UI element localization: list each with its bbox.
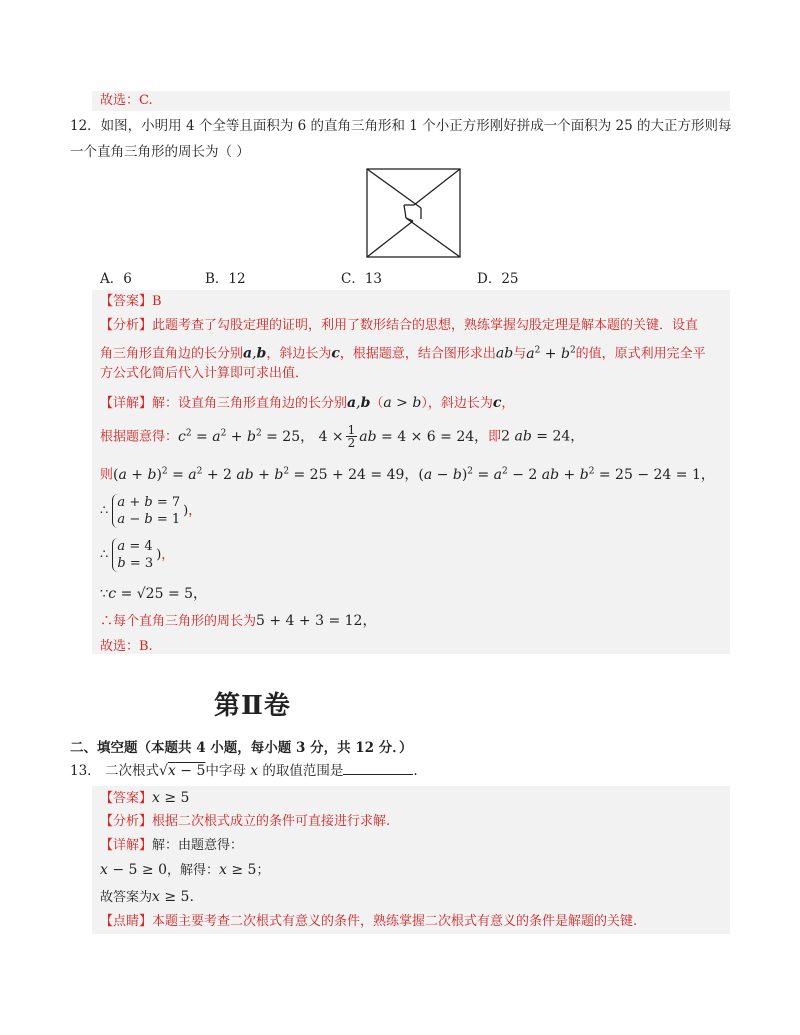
q13-conclusion-text: 故答案为	[100, 890, 153, 905]
q12-step-3	[100, 461, 715, 486]
therefore-symbol-2: ∴	[100, 547, 109, 563]
step2-label: 根据题意得：	[100, 429, 179, 445]
step3-label: 则	[100, 467, 114, 483]
eq-sum-diff: $(a + b)^2 = a^2 + 2$ ab + $b^2 = 25 + 24 = 49$，$(a - b)^2 = a^2 - 2$ ab + $b^2 = 25 - 24 = 1$，	[113, 466, 715, 483]
system-1: a + b = 7 a − b = 1	[112, 494, 183, 528]
q13-stem-a: 13． 二次根式	[70, 763, 159, 779]
q12-option-d: D．25	[477, 271, 519, 287]
analysis-text-2c: ，根据题意，结合图形求出	[339, 346, 496, 362]
q12-line1: 12．如图，小明用 4 个全等且面积为 6 的直角三角形和 1 个小正方形刚好拼成一个面积为 25 的大正方形则每	[70, 118, 732, 134]
eq-perimeter: 5 + 4 + 3 = 12，	[256, 613, 377, 629]
q13-detail-label: 【详解】	[100, 838, 153, 853]
section-heading: 二、填空题（本题共 4 小题，每小题 3 分，共 12 分．）	[70, 740, 413, 756]
q13-detail-text: 解：由题意得：	[152, 838, 244, 853]
q13-answer-value: x ≥ 5	[152, 790, 190, 806]
step7-text: ∴每个直角三角形的周长为	[100, 614, 257, 629]
prev-answer-box	[92, 91, 730, 111]
step2-tail: 即	[488, 429, 502, 445]
part-title: 第Ⅱ卷	[214, 691, 291, 721]
q13-answer	[100, 788, 189, 809]
therefore-symbol: ∴	[100, 503, 109, 519]
eq-c-squared: $c^2 = a^2 + b^2 = 25$， 4 × $\frac{1}{2}$ ab = 4 × 6 = 24，	[178, 423, 489, 451]
ineq-x-ge-5: x ≥ 5	[219, 862, 257, 878]
pinwheel-square-figure	[366, 168, 462, 258]
q13-comment: 【点睛】本题主要考查二次根式有意义的条件，熟练掌握二次根式有意义的条件是解题的关键.	[100, 914, 638, 929]
analysis-text-2b: ，斜边长为	[266, 346, 332, 362]
expr-ab: ab	[495, 345, 514, 362]
detail-label: 【详解】	[100, 396, 153, 411]
q12-analysis-2	[100, 340, 706, 365]
q13-stem-c: 的取值范围是	[262, 763, 344, 779]
analysis-text-2d: 与	[513, 346, 527, 362]
q12-analysis-1	[100, 316, 698, 336]
expr-a2b2: $a^2 + b^2$	[526, 345, 576, 362]
q12-option-c: C．13	[341, 271, 383, 287]
eq-c-root: c = √25 = 5，	[108, 586, 208, 602]
prev-answer: 故选：C.	[100, 93, 153, 108]
q13-detail	[100, 836, 243, 856]
q12-step-2	[100, 423, 584, 449]
detail-text-1a: 解：设直角三角形直角边的长分别	[152, 396, 348, 411]
var-c-2: c	[492, 395, 502, 411]
eq-2ab: 2 ab = 24，	[501, 428, 585, 445]
analysis-text-2e: 的值，原式利用完全平	[575, 346, 706, 362]
q12-answer: 【答案】B	[100, 294, 162, 309]
q12-option-a: A．6	[100, 271, 132, 287]
ineq-a-gt-b: a > b	[383, 395, 422, 411]
q12-option-b: B．12	[205, 271, 246, 287]
q12-detail-1: 【详解】解：设直角三角形直角边的长分别a,b（a > b），斜边长为c，	[100, 395, 515, 411]
var-ab-2: a,b	[347, 395, 371, 411]
analysis-label: 【分析】	[100, 318, 153, 333]
radical-expr: √x − 5	[158, 763, 206, 779]
q12-line2: 一个直角三角形的周长为（ ）	[70, 144, 250, 160]
q12-step-5: ∴ a = 4 b = 3)，	[100, 539, 175, 571]
analysis-text-2a: 角三角形直角边的长分别	[100, 346, 244, 362]
analysis-text-1: 此题考查了勾股定理的证明，利用了数形结合的思想，熟练掌握勾股定理是解本题的关键．设直	[152, 318, 699, 333]
var-x: x	[250, 763, 259, 779]
q12-step-4: ∴ a + b = 7 a − b = 1)，	[100, 495, 202, 527]
q13-analysis: 【分析】根据二次根式成立的条件可直接进行求解.	[100, 814, 391, 829]
because-symbol: ∵	[100, 587, 109, 602]
q13-answer-label: 【答案】	[100, 791, 153, 806]
ineq-x-minus-5: x − 5 ≥ 0	[100, 862, 167, 878]
q13-conclusion-value: x ≥ 5.	[152, 889, 194, 905]
q12-step-7	[100, 611, 376, 632]
system-2: a = 4 b = 3	[112, 538, 156, 572]
var-ab: a,b	[243, 345, 267, 362]
q12-analysis-3: 方公式化简后代入计算即可求出值．	[100, 366, 309, 381]
answer-blank	[343, 762, 413, 775]
q13-solve-label: ，解得：	[166, 863, 219, 878]
q12-conclusion: 故选：B.	[100, 639, 153, 654]
var-c: c	[331, 345, 340, 362]
q13-solve: x − 5 ≥ 0，解得：x ≥ 5；	[100, 862, 270, 878]
q13-stem-b: 中字母	[205, 763, 246, 779]
detail-text-1b: ，斜边长为	[427, 396, 493, 411]
q13-conclusion	[100, 887, 194, 908]
q12-step-6	[100, 584, 207, 605]
q13-stem: 13． 二次根式√x − 5中字母 x 的取值范围是 .	[70, 763, 418, 779]
